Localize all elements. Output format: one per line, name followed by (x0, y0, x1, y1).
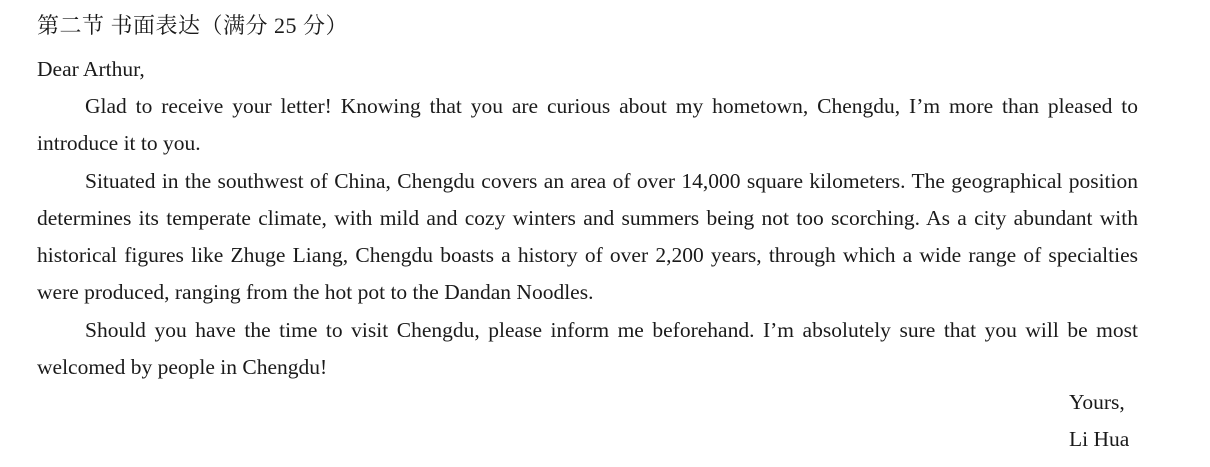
section-title: 第二节 书面表达（满分 25 分） (37, 13, 349, 38)
letter-paragraph-1: Glad to receive your letter! Knowing that you are curious about my hometown, Chengdu, I’m more than pleased to introduce it to you. (37, 94, 1138, 156)
letter-body (37, 88, 1138, 386)
letter-signature: Li Hua (1069, 427, 1130, 451)
letter-salutation: Dear Arthur, (37, 57, 145, 81)
letter-paragraph-2: Situated in the southwest of China, Chengdu covers an area of over 14,000 square kilometers. The geographical position determines its temperate climate, with mild and cozy winters and summers being not too scorching. As a city abundant with historical figures like Zhuge Liang, Chengdu boasts a history of over 2,200 years, through which a wide range of specialties were produced, ranging from the hot pot to the Dandan Noodles. (37, 168, 1138, 305)
letter-closing: Yours, (1069, 390, 1125, 414)
letter-paragraph-3: Should you have the time to visit Chengdu, please inform me beforehand. I’m absolutely sure that you will be most welcomed by people in Chengdu! (37, 317, 1138, 380)
